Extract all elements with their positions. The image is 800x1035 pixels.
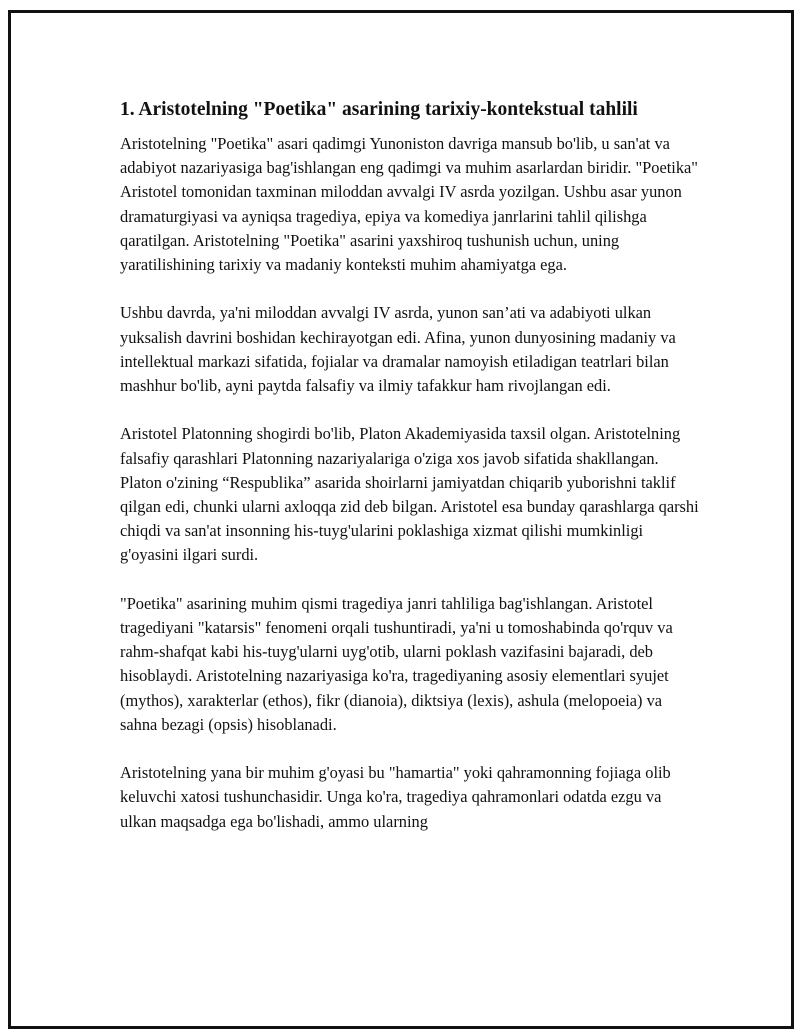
paragraph-intro: Aristotelning "Poetika" asari qadimgi Yunoniston davriga mansub bo'lib, u san'at va adabiyot nazariyasiga bag'ishlangan eng qadimgi va muhim asarlardan biridir. "Poetika" Aristotel tomonidan taxminan miloddan avvalgi IV asrda yozilgan. Ushbu asar yunon dramaturgiyasi va ayniqsa tragediya, epiya va komediya janrlarini tahlil qilishga qaratilgan. Aristotelning "Poetika" asarini yaxshiroq tushunish uchun, uning yaratilishining tarixiy va madaniy konteksti muhim ahamiyatga ega. bbox=[120, 134, 699, 275]
document-body bbox=[120, 97, 700, 858]
paragraph-historical-period: Ushbu davrda, ya'ni miloddan avvalgi IV asrda, yunon san’ati va adabiyoti ulkan yuksalish davrini boshidan kechirayotgan edi. Afina, yunon dunyosining madaniy va intellektual markazi sifatida, fojialar va dramalar namoyish etiladigan teatrlari bilan mashhur bo'lib, ayni paytda falsafiy va ilmiy tafakkur ham rivojlangan edi. bbox=[120, 303, 676, 396]
paragraph-tragedy-katharsis: "Poetika" asarining muhim qismi tragediya janri tahliliga bag'ishlangan. Aristotel tragediyani "katarsis" fenomeni orqali tushuntiradi, ya'ni u tomoshabinda qo'rquv va rahm-shafqat kabi his-tuyg'ularni uyg'otib, ularni poklash vazifasini bajaradi, deb hisoblaydi. Aristotelning nazariyasiga ko'ra, tragediyaning asosiy elementlari syujet (mythos), xarakterlar (ethos), fikr (dianoia), diktsiya (lexis), ashula (melopoeia) va sahna bezagi (opsis) hisoblanadi. bbox=[120, 593, 673, 734]
section-heading: 1. Aristotelning "Poetika" asarining tarixiy-kontekstual tahlili bbox=[120, 99, 638, 120]
paragraph-plato-relation: Aristotel Platonning shogirdi bo'lib, Platon Akademiyasida taxsil olgan. Aristotelning falsafiy qarashlari Platonning nazariyalariga o'ziga xos javob sifatida shakllangan. Platon o'zining “Respublika” asarida shoirlarni jamiyatdan chiqarib yuborishni taklif qilgan edi, chunki ularni axloqqa zid deb bilgan. Aristotel esa bunday qarashlarga qarshi chiqdi va san'at insonning his-tuyg'ularini poklashiga xizmat qilishi mumkinligi g'oyasini ilgari surdi. bbox=[120, 424, 699, 565]
page-border bbox=[8, 10, 794, 1029]
paragraph-hamartia: Aristotelning yana bir muhim g'oyasi bu "hamartia" yoki qahramonning fojiaga olib keluvchi xatosi tushunchasidir. Unga ko'ra, tragediya qahramonlari odatda ezgu va ulkan maqsadga ega bo'lishadi, ammo ularning bbox=[120, 763, 671, 831]
